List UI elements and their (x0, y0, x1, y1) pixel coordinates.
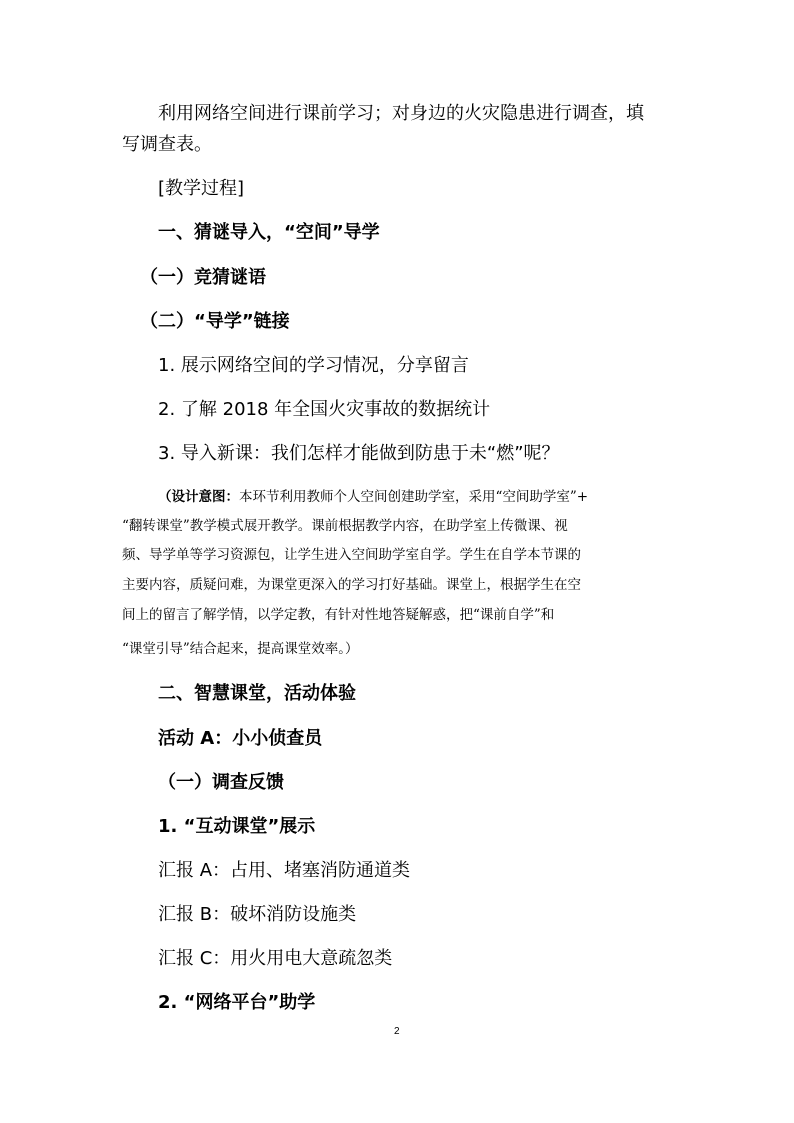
part2-heading: 二、智慧课堂，活动体验 (158, 683, 356, 704)
design-note-line-5: 间上的留言了解学情，以学定教，有针对性地答疑解惑，把“课前自学”和 (122, 607, 555, 623)
design-note-lead: （设计意图： (158, 489, 239, 505)
design-note-line-4: 主要内容，质疑问难，为课堂更深入的学习打好基础。课堂上，根据学生在空 (122, 577, 581, 593)
design-note-line-1-text: 本环节利用教师个人空间创建助学室，采用“空间助学室”+ (239, 489, 589, 505)
report-b: 汇报 B：破坏消防设施类 (158, 904, 357, 925)
part2-sub1: （一）调查反馈 (158, 772, 284, 793)
part1-sub1: （一）竞猜谜语 (140, 267, 266, 288)
part2-item-1: 1. “互动课堂”展示 (158, 816, 316, 837)
part1-item-3: 3. 导入新课：我们怎样才能做到防患于未“燃”呢？ (158, 443, 560, 464)
design-note-line-3: 频、导学单等学习资源包，让学生进入空间助学室自学。学生在自学本节课的 (122, 547, 581, 563)
report-a: 汇报 A：占用、堵塞消防通道类 (158, 860, 411, 881)
part2-item-2: 2. “网络平台”助学 (158, 992, 316, 1013)
part1-item-2: 2. 了解 2018 年全国火灾事故的数据统计 (158, 399, 491, 420)
report-c: 汇报 C：用火用电大意疏忽类 (158, 948, 393, 969)
part1-sub2: （二）“导学”链接 (140, 311, 290, 332)
part1-heading: 一、猜谜导入，“空间”导学 (158, 222, 380, 243)
design-note-line-2: “翻转课堂”教学模式展开教学。课前根据教学内容，在助学室上传微课、视 (122, 518, 568, 534)
intro-line-1: 利用网络空间进行课前学习；对身边的火灾隐患进行调查，填 (158, 103, 644, 124)
part2-activity: 活动 A：小小侦查员 (158, 728, 323, 749)
design-note-line-6: “课堂引导”结合起来，提高课堂效率。） (122, 641, 359, 657)
part1-item-1: 1. 展示网络空间的学习情况，分享留言 (158, 355, 469, 376)
intro-line-2: 写调查表。 (122, 134, 212, 155)
design-note-line-1 (158, 488, 588, 506)
page-number: 2 (394, 1026, 400, 1037)
section-title: [教学过程] (158, 178, 245, 199)
